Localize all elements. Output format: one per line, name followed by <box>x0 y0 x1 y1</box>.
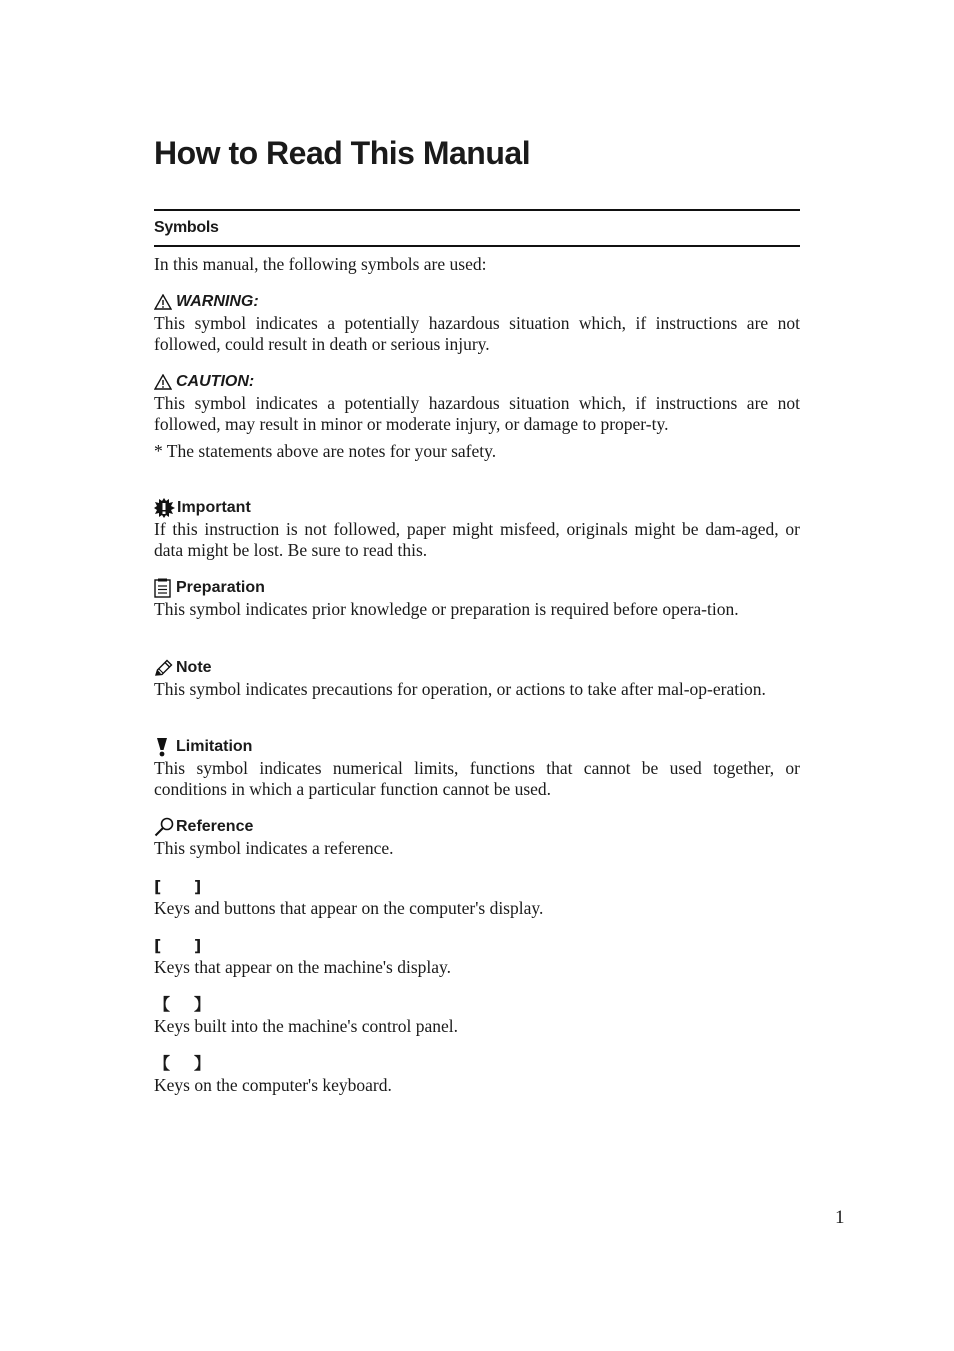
bracket-close: ] <box>194 877 202 896</box>
reference-text: This symbol indicates a reference. <box>154 838 394 858</box>
reference-label: Reference <box>176 818 254 835</box>
preparation-clipboard-icon <box>154 578 176 598</box>
warning-block <box>154 291 800 355</box>
reference-block <box>154 816 800 859</box>
bracket-open: [ <box>154 936 162 955</box>
bracket-open: 【 <box>154 995 171 1014</box>
bracket-pair <box>154 876 800 898</box>
warning-label: WARNING: <box>176 293 259 310</box>
key-notation-2 <box>154 935 800 978</box>
key-notation-1 <box>154 876 800 919</box>
limitation-heading <box>154 736 800 758</box>
bracket-pair <box>154 994 800 1016</box>
note-block <box>154 657 800 700</box>
safety-note: * The statements above are notes for your safety. <box>154 441 497 461</box>
key-notation-text: Keys on the computer's keyboard. <box>154 1075 392 1095</box>
important-badge-icon <box>154 498 177 518</box>
limitation-block <box>154 736 800 800</box>
key-notation-text: Keys built into the machine's control panel. <box>154 1016 458 1036</box>
bracket-open: [ <box>154 877 162 896</box>
preparation-label: Preparation <box>176 579 265 596</box>
exclamation-icon <box>154 737 176 757</box>
bracket-pair <box>154 1053 800 1075</box>
intro-block <box>154 254 800 275</box>
warning-heading <box>154 291 800 313</box>
section-title: Symbols <box>154 219 219 236</box>
bracket-close: 】 <box>194 995 211 1014</box>
pencil-icon <box>154 658 176 678</box>
caution-heading <box>154 371 800 393</box>
caution-label: CAUTION: <box>176 373 255 390</box>
magnifier-icon <box>154 817 176 837</box>
intro-text: In this manual, the following symbols are used: <box>154 254 487 274</box>
note-label: Note <box>176 659 212 676</box>
key-notation-text: Keys and buttons that appear on the computer's display. <box>154 898 544 918</box>
preparation-heading <box>154 577 800 599</box>
key-notation-text: Keys that appear on the machine's display. <box>154 957 451 977</box>
key-notation-4 <box>154 1053 800 1096</box>
key-notation-3 <box>154 994 800 1037</box>
bracket-open: 【 <box>154 1054 171 1073</box>
caution-text: This symbol indicates a potentially hazardous situation which, if instructions are not followed, may result in minor or moderate injury, or damage to proper-ty. <box>154 393 800 434</box>
note-heading <box>154 657 800 679</box>
important-text: If this instruction is not followed, paper might misfeed, originals might be dam-aged, or data might be lost. Be sure to read this. <box>154 519 800 560</box>
warning-triangle-icon <box>154 292 176 312</box>
note-text: This symbol indicates precautions for operation, or actions to take after mal-op-eration. <box>154 679 766 699</box>
reference-heading <box>154 816 800 838</box>
warning-triangle-icon <box>154 372 176 392</box>
important-heading <box>154 497 800 519</box>
important-block <box>154 497 800 561</box>
bracket-close: 】 <box>194 1054 211 1073</box>
bracket-pair <box>154 935 800 957</box>
caution-block <box>154 371 800 462</box>
page-title: How to Read This Manual <box>154 135 531 171</box>
important-label: Important <box>177 499 251 516</box>
page-number: 1 <box>835 1207 845 1228</box>
limitation-text: This symbol indicates numerical limits, functions that cannot be used together, or conditions in which a particular function cannot be used. <box>154 758 800 799</box>
section-header <box>154 209 800 247</box>
warning-text: This symbol indicates a potentially hazardous situation which, if instructions are not followed, could result in death or serious injury. <box>154 313 800 354</box>
preparation-block <box>154 577 800 620</box>
limitation-label: Limitation <box>176 738 253 755</box>
bracket-close: ] <box>194 936 202 955</box>
preparation-text: This symbol indicates prior knowledge or preparation is required before opera-tion. <box>154 599 739 619</box>
